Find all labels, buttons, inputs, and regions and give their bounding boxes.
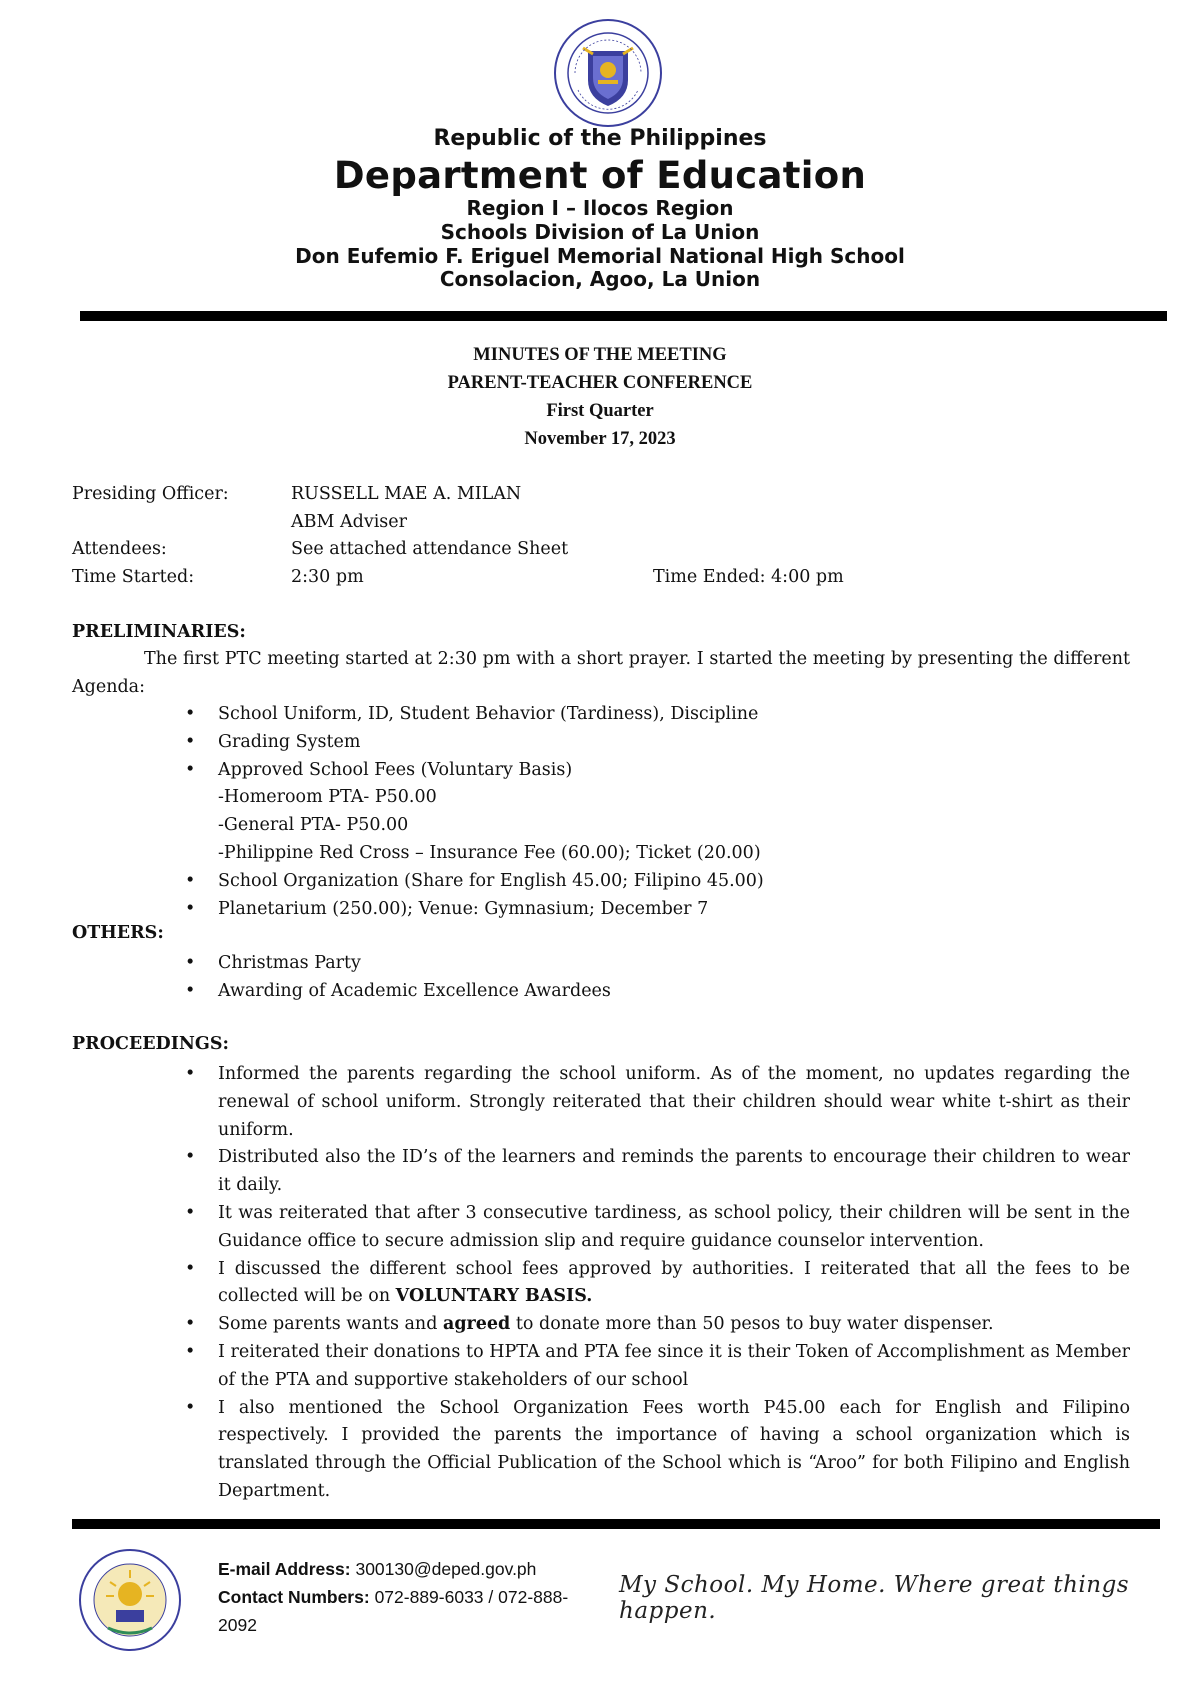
list-item: • Grading System bbox=[185, 729, 764, 757]
email-label: E-mail Address: bbox=[218, 1559, 351, 1579]
bullet-icon: • bbox=[185, 1397, 196, 1418]
fee-general: -General PTA- P50.00 bbox=[218, 815, 409, 836]
contact-label: Contact Numbers: bbox=[218, 1587, 370, 1607]
deped-seal-logo bbox=[553, 18, 663, 128]
conference-title: PARENT-TEACHER CONFERENCE bbox=[447, 373, 753, 393]
header-department: Department of Education bbox=[333, 154, 867, 197]
proceedings-heading: PROCEEDINGS: bbox=[72, 1034, 229, 1054]
school-seal-logo bbox=[78, 1548, 182, 1652]
list-item: • School Uniform, ID, Student Behavior (Tardiness), Discipline bbox=[185, 701, 764, 729]
presiding-label: Presiding Officer: bbox=[72, 484, 229, 504]
school-tagline: My School. My Home. Where great things happen. bbox=[619, 1572, 1130, 1624]
bullet-icon: • bbox=[185, 731, 196, 752]
list-item: • Informed the parents regarding the school uniform. As of the moment, no updates regarding the renewal of school uniform. Strongly reiterated that their children should wear white t-shirt as their uniform. bbox=[185, 1061, 1130, 1144]
time-started-label: Time Started: bbox=[72, 567, 195, 587]
header-division: Schools Division of La Union bbox=[440, 220, 760, 244]
list-item: • I reiterated their donations to HPTA and PTA fee since it is their Token of Accomplishment as Member of the PTA and supportive stakeholders of our school bbox=[185, 1339, 1130, 1395]
meeting-date: November 17, 2023 bbox=[524, 429, 676, 449]
bullet-icon: • bbox=[185, 759, 196, 780]
bullet-icon: • bbox=[185, 980, 196, 1001]
fee-red-cross: -Philippine Red Cross – Insurance Fee (60.00); Ticket (20.00) bbox=[218, 842, 761, 863]
bullet-icon: • bbox=[185, 1258, 196, 1279]
preliminaries-intro: The first PTC meeting started at 2:30 pm with a short prayer. I started the meeting by presenting the different Agenda: bbox=[72, 649, 1130, 697]
list-item: • Distributed also the ID’s of the learners and reminds the parents to encourage their children to wear it daily. bbox=[185, 1144, 1130, 1200]
agenda-list bbox=[185, 701, 764, 923]
list-item: • I discussed the different school fees approved by authorities. I reiterated that all the fees to be collected will be on VOLUNTARY BASIS. bbox=[185, 1256, 1130, 1312]
quarter-title: First Quarter bbox=[546, 401, 654, 421]
bullet-icon: • bbox=[185, 1064, 196, 1084]
fee-homeroom: -Homeroom PTA- P50.00 bbox=[218, 787, 437, 808]
presiding-name: RUSSELL MAE A. MILAN bbox=[291, 484, 522, 504]
email-address[interactable]: 300130@deped.gov.ph bbox=[355, 1559, 537, 1579]
proceedings-list bbox=[185, 1061, 1130, 1506]
bullet-icon: • bbox=[185, 1341, 196, 1362]
header-republic: Republic of the Philippines bbox=[433, 126, 767, 151]
voluntary-basis-emphasis: VOLUNTARY BASIS. bbox=[395, 1286, 593, 1307]
header-address: Consolacion, Agoo, La Union bbox=[439, 267, 761, 291]
contact-numbers: 072-889-6033 / 072-888-2092 bbox=[218, 1587, 569, 1635]
list-item: • Approved School Fees (Voluntary Basis) -Homeroom PTA- P50.00 -General PTA- P50.00 -Philippine Red Cross – Insurance Fee (60.00); Ticket (20.00) bbox=[185, 757, 764, 868]
header-divider bbox=[80, 311, 1167, 321]
list-item: • It was reiterated that after 3 consecutive tardiness, as school policy, their children will be sent in the Guidance office to secure admission slip and require guidance counselor intervention. bbox=[185, 1200, 1130, 1256]
others-heading: OTHERS: bbox=[72, 923, 164, 943]
list-item: • Awarding of Academic Excellence Awardees bbox=[185, 978, 611, 1006]
bullet-icon: • bbox=[185, 1147, 196, 1168]
others-list bbox=[185, 950, 611, 1006]
agreed-emphasis: agreed bbox=[442, 1314, 511, 1335]
list-item: • School Organization (Share for English 45.00; Filipino 45.00) bbox=[185, 868, 764, 896]
attendees-value: See attached attendance Sheet bbox=[291, 539, 569, 559]
bullet-icon: • bbox=[185, 898, 196, 919]
minutes-title: MINUTES OF THE MEETING bbox=[473, 345, 727, 365]
footer-divider bbox=[72, 1519, 1160, 1529]
header-school: Don Eufemio F. Eriguel Memorial National High School bbox=[295, 244, 905, 268]
bullet-icon: • bbox=[185, 1202, 196, 1223]
list-item: • Some parents wants and agreed to donate more than 50 pesos to buy water dispenser. bbox=[185, 1311, 1130, 1339]
bullet-icon: • bbox=[185, 1314, 196, 1335]
attendees-label: Attendees: bbox=[72, 539, 167, 559]
bullet-icon: • bbox=[185, 704, 196, 724]
bullet-icon: • bbox=[185, 870, 196, 891]
time-ended: Time Ended: 4:00 pm bbox=[653, 567, 844, 587]
list-item: • Christmas Party bbox=[185, 950, 611, 978]
presiding-role: ABM Adviser bbox=[291, 512, 408, 532]
preliminaries-heading: PRELIMINARIES: bbox=[72, 622, 246, 642]
header-region: Region I – Ilocos Region bbox=[466, 196, 734, 220]
footer-contact bbox=[218, 1555, 588, 1639]
time-started-value: 2:30 pm bbox=[291, 567, 364, 587]
list-item: • Planetarium (250.00); Venue: Gymnasium; December 7 bbox=[185, 896, 764, 924]
list-item: • I also mentioned the School Organization Fees worth P45.00 each for English and Filipino respectively. I provided the parents the importance of having a school organization which is translated through the Official Publication of the School which is “Aroo” for both Filipino and English Department. bbox=[185, 1395, 1130, 1506]
bullet-icon: • bbox=[185, 953, 196, 973]
